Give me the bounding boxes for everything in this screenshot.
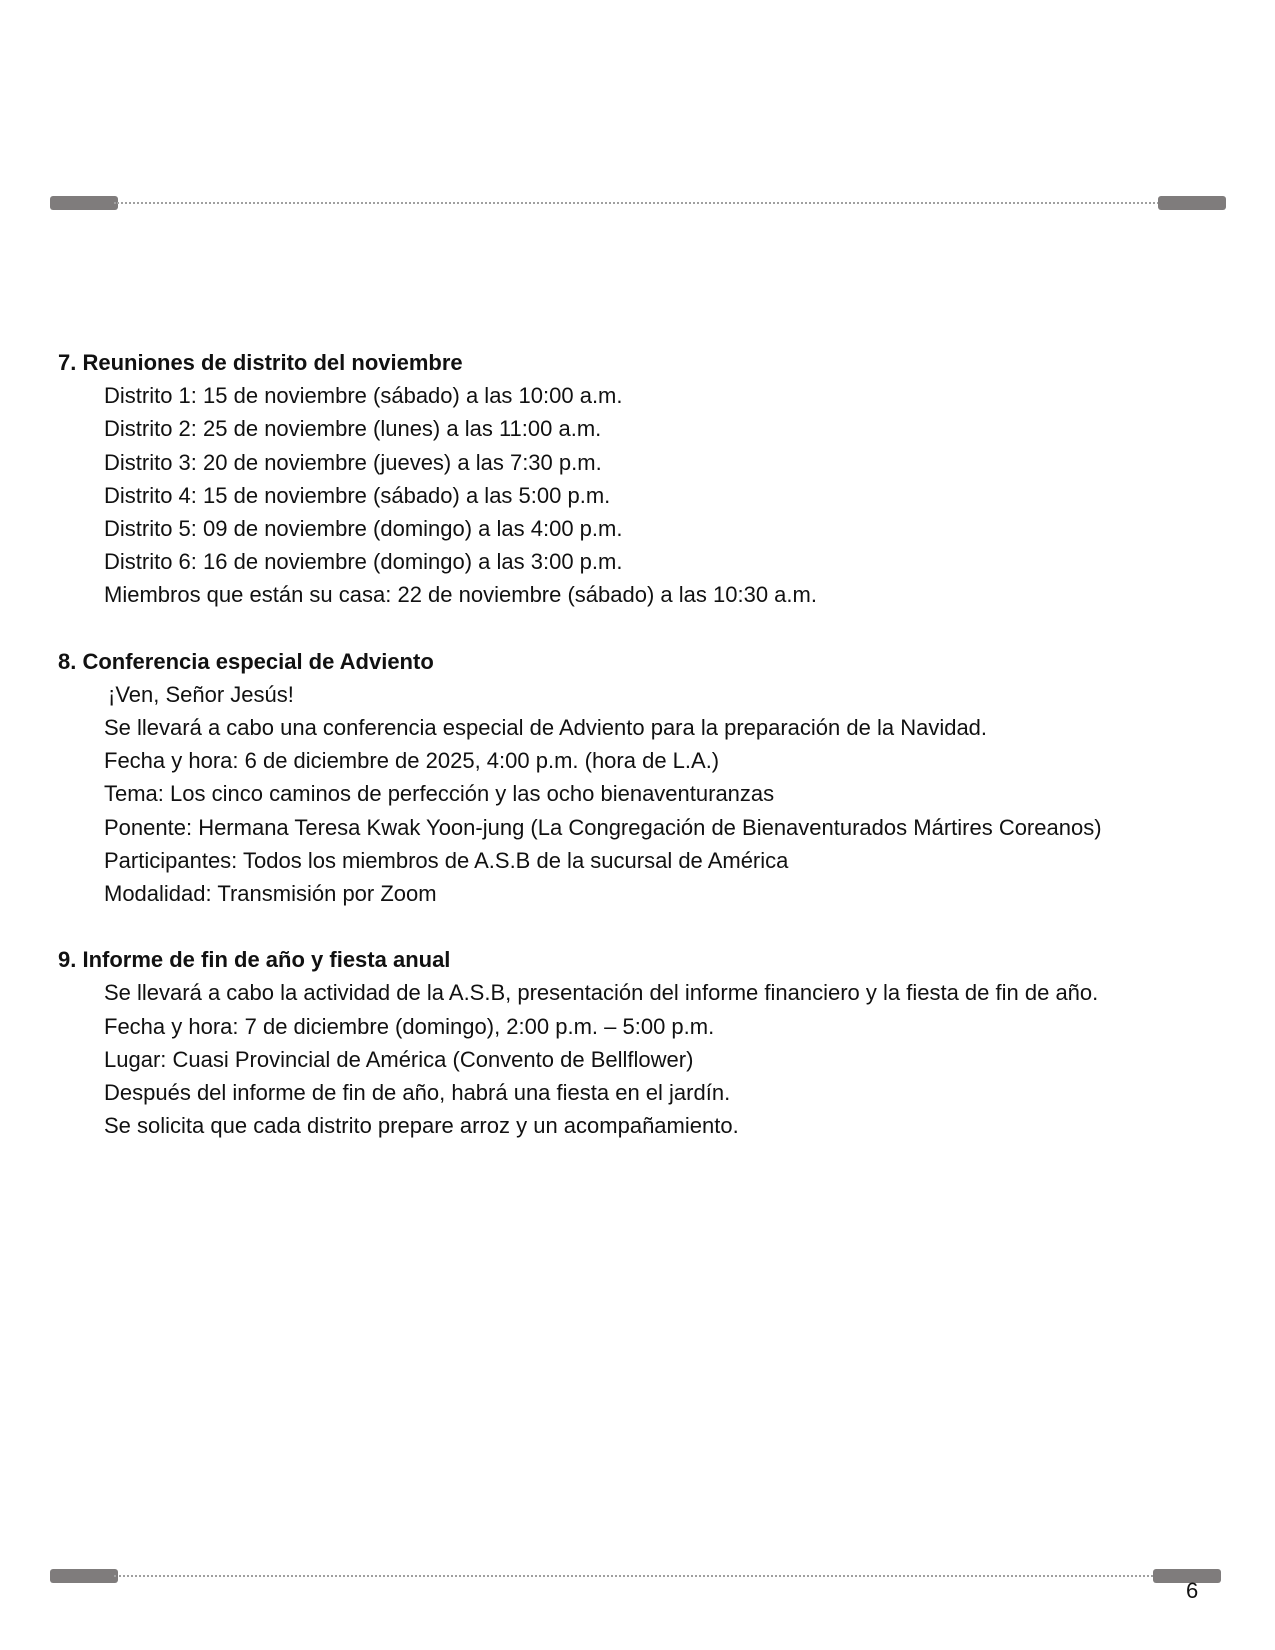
section-district-meetings <box>58 346 1238 612</box>
list-item: Después del informe de fin de año, habrá una fiesta en el jardín. <box>104 1080 731 1106</box>
list-item: Se llevará a cabo una conferencia especial de Adviento para la preparación de la Navidad. <box>104 715 988 741</box>
footer-divider-dotted-line <box>114 1575 1157 1577</box>
section-title: 8. Conferencia especial de Adviento <box>58 648 434 674</box>
list-item: Distrito 5: 09 de noviembre (domingo) a las 4:00 p.m. <box>104 516 623 542</box>
list-item: Distrito 3: 20 de noviembre (jueves) a las 7:30 p.m. <box>104 449 602 475</box>
list-item: Fecha y hora: 7 de diciembre (domingo), 2:00 p.m. – 5:00 p.m. <box>104 1013 715 1039</box>
list-item: Distrito 1: 15 de noviembre (sábado) a las 10:00 a.m. <box>104 383 623 409</box>
section-title: 7. Reuniones de distrito del noviembre <box>58 350 463 375</box>
list-item: Participantes: Todos los miembros de A.S.B de la sucursal de América <box>104 847 789 873</box>
list-item: ¡Ven, Señor Jesús! <box>108 681 294 707</box>
list-item: Fecha y hora: 6 de diciembre de 2025, 4:00 p.m. (hora de L.A.) <box>104 748 720 774</box>
page-content <box>58 346 1238 1175</box>
header-divider-left-cap <box>50 196 118 210</box>
list-item: Tema: Los cinco caminos de perfección y las ocho bienaventuranzas <box>104 781 775 807</box>
list-item: Se solicita que cada distrito prepare arroz y un acompañamiento. <box>104 1113 739 1139</box>
footer-divider <box>50 1569 1221 1583</box>
section-advent-conference <box>58 645 1238 911</box>
list-item: Distrito 6: 16 de noviembre (domingo) a las 3:00 p.m. <box>104 549 623 575</box>
footer-divider-left-cap <box>50 1569 118 1583</box>
list-item: Modalidad: Transmisión por Zoom <box>104 881 437 907</box>
header-divider <box>50 196 1226 210</box>
list-item: Lugar: Cuasi Provincial de América (Convento de Bellflower) <box>104 1046 694 1072</box>
header-divider-right-cap <box>1158 196 1226 210</box>
list-item: Distrito 4: 15 de noviembre (sábado) a las 5:00 p.m. <box>104 482 611 508</box>
header-divider-dotted-line <box>114 202 1162 204</box>
page-number: 6 <box>1186 1578 1199 1603</box>
section-title: 9. Informe de fin de año y fiesta anual <box>58 947 451 973</box>
list-item: Distrito 2: 25 de noviembre (lunes) a las 11:00 a.m. <box>104 416 602 442</box>
list-item: Miembros que están su casa: 22 de noviembre (sábado) a las 10:30 a.m. <box>104 582 817 608</box>
section-year-end-report <box>58 943 1238 1142</box>
list-item: Se llevará a cabo la actividad de la A.S.B, presentación del informe financiero y la fiesta de fin de año. <box>104 980 1099 1006</box>
list-item: Ponente: Hermana Teresa Kwak Yoon-jung (La Congregación de Bienaventurados Mártires Coreanos) <box>104 814 1102 840</box>
